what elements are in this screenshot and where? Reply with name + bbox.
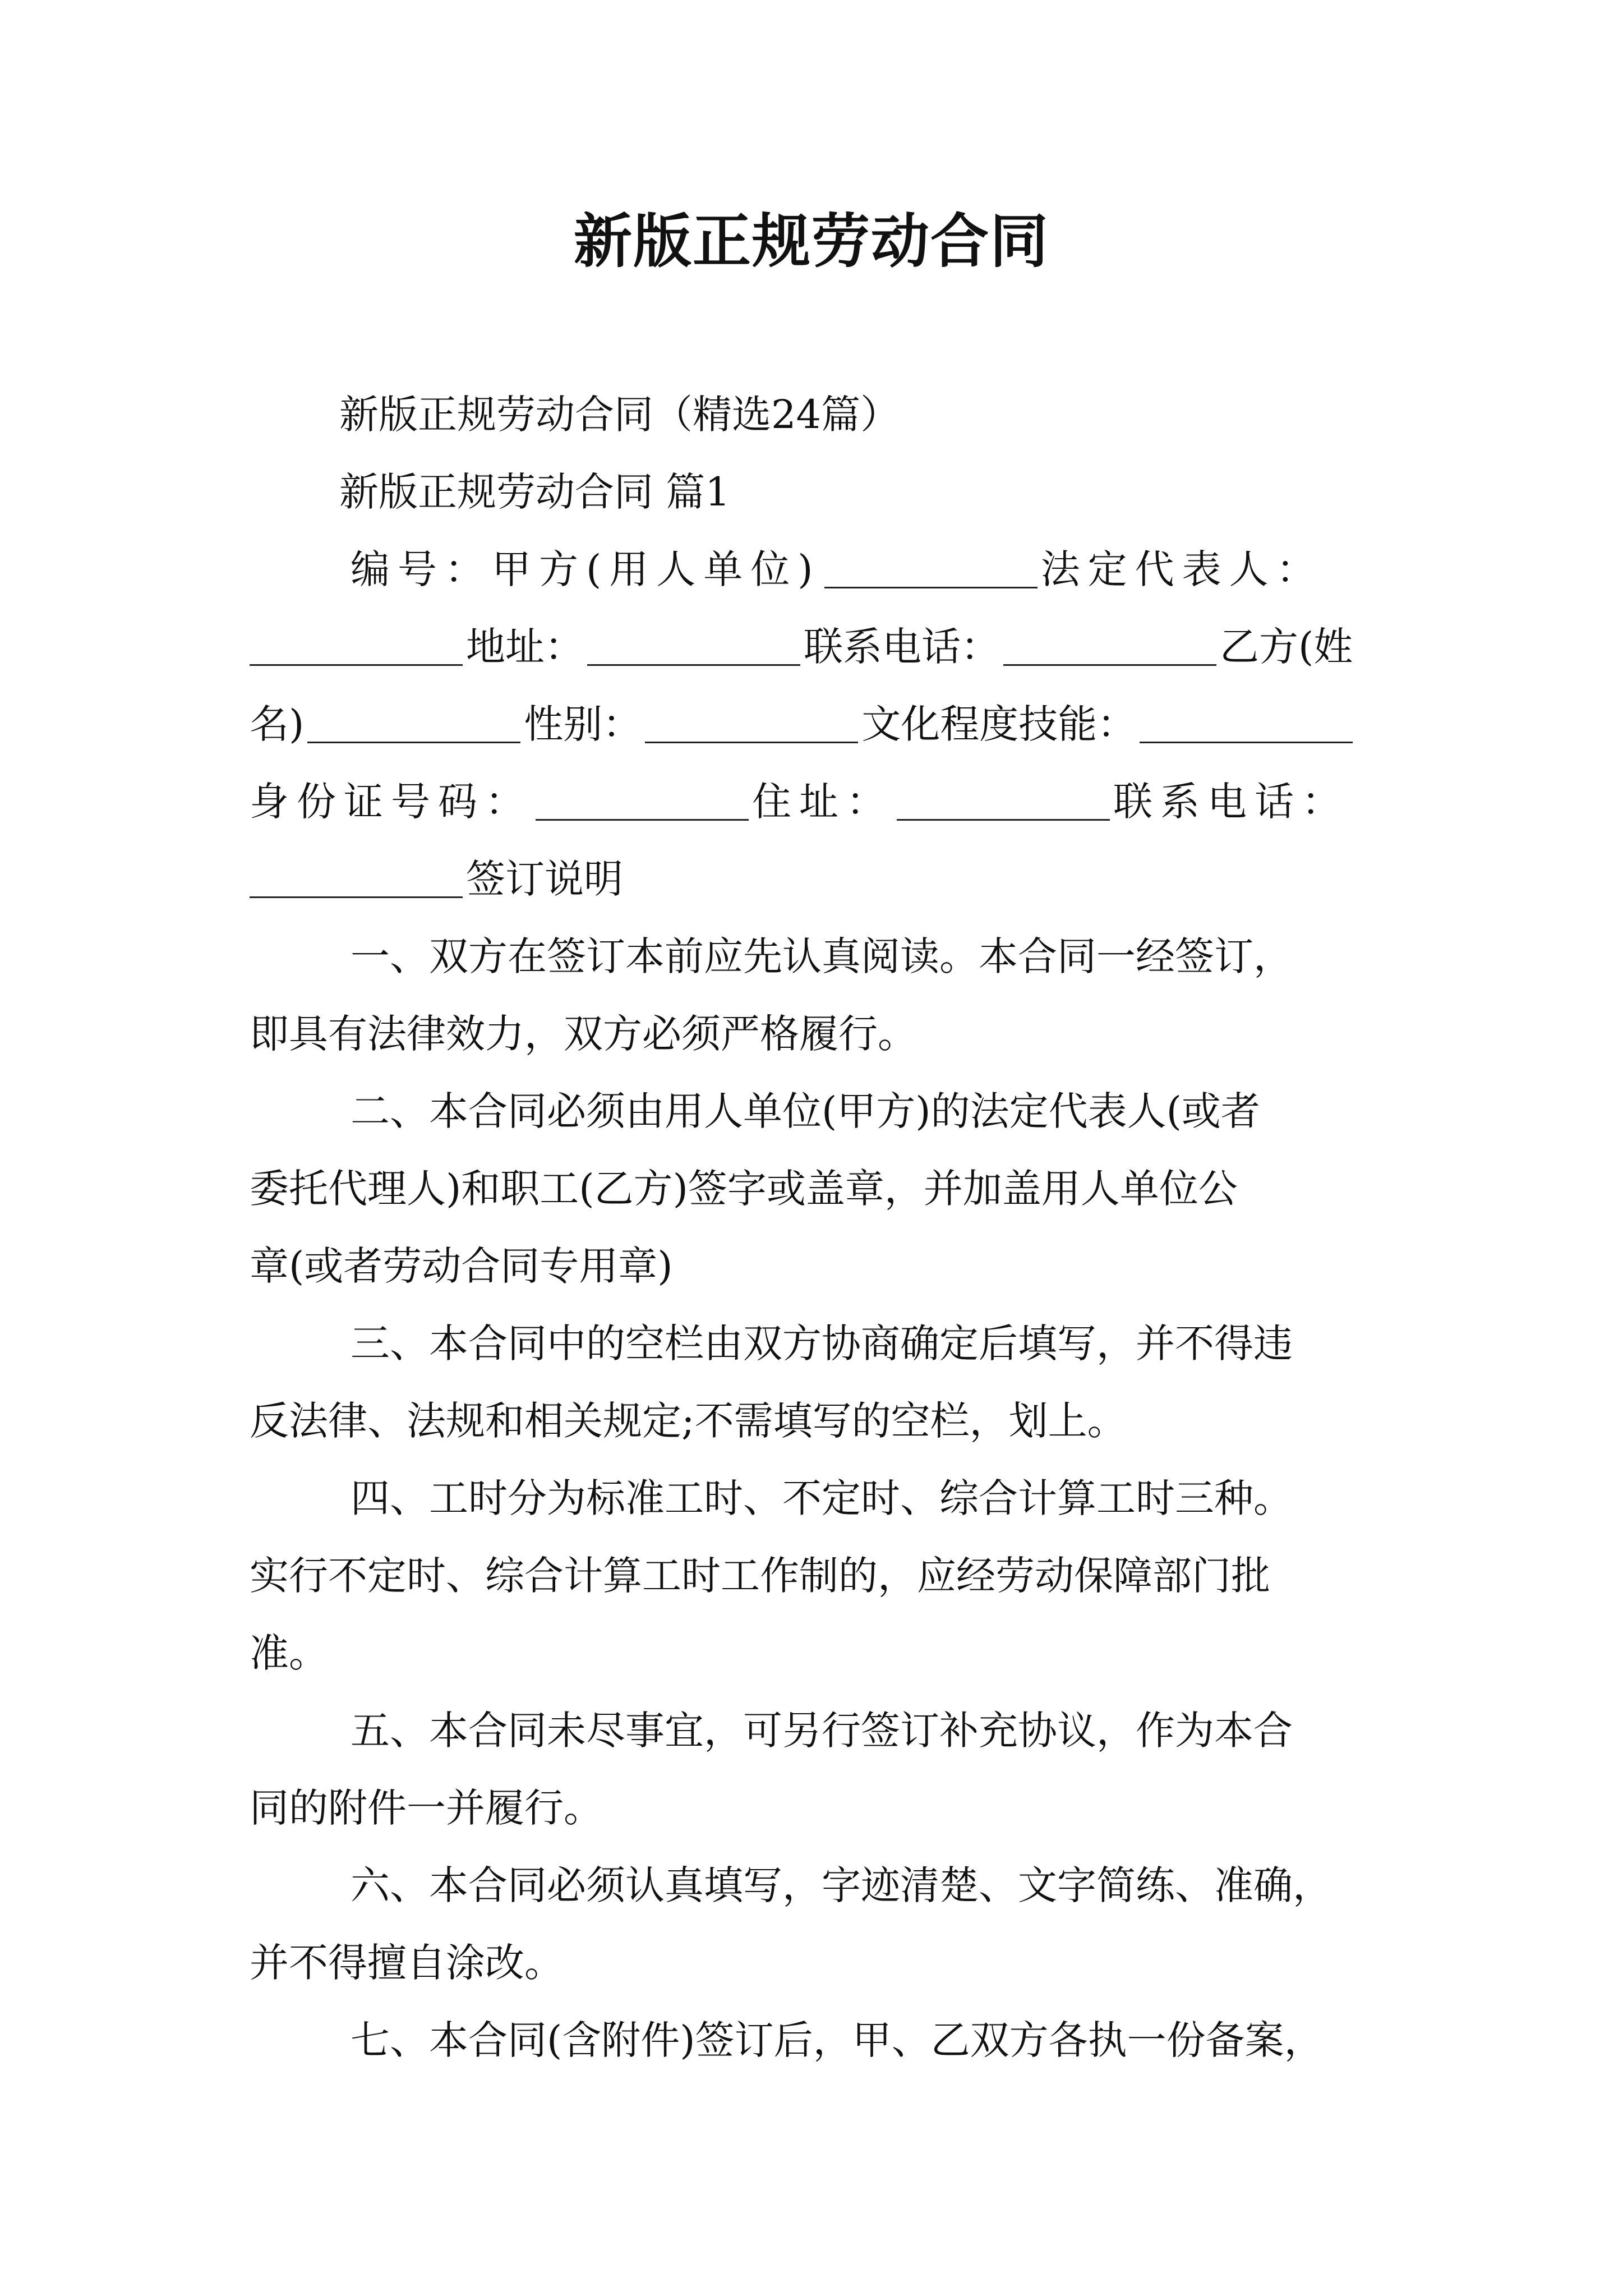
paragraph-6-line-1: 六、本合同必须认真填写，字迹清楚、文字简练、准确， bbox=[351, 1862, 1332, 1908]
residence-label: 住址： bbox=[752, 779, 893, 825]
phone-label-2: 联系电话： bbox=[1113, 779, 1349, 825]
education-field[interactable] bbox=[1140, 701, 1353, 743]
serial-label: 编号： bbox=[351, 546, 492, 592]
id-field[interactable] bbox=[536, 779, 749, 821]
paragraph-2-line-2: 委托代理人)和职工(乙方)签字或盖章，并加盖用人单位公 bbox=[250, 1166, 1238, 1212]
party-a-label: 甲方(用人单位) bbox=[492, 546, 821, 592]
paragraph-2-line-3: 章(或者劳动合同专用章) bbox=[250, 1243, 673, 1289]
party-b-label-part2: 名) bbox=[250, 701, 305, 747]
residence-field[interactable] bbox=[897, 779, 1110, 821]
phone-field-2[interactable] bbox=[250, 856, 463, 898]
paragraph-3-line-1: 三、本合同中的空栏由双方协商确定后填写，并不得违 bbox=[351, 1320, 1293, 1366]
section-heading: 新版正规劳动合同 篇1 bbox=[339, 469, 730, 515]
form-line-5 bbox=[250, 840, 1382, 918]
form-line-4 bbox=[250, 763, 1382, 840]
party-b-label-part1: 乙方(姓 bbox=[1220, 624, 1353, 670]
education-label: 文化程度技能： bbox=[861, 701, 1137, 747]
phone-field[interactable] bbox=[1003, 624, 1216, 666]
paragraph-4-line-1: 四、工时分为标准工时、不定时、综合计算工时三种。 bbox=[351, 1475, 1293, 1521]
party-a-field[interactable] bbox=[824, 546, 1038, 588]
legal-rep-field[interactable] bbox=[250, 624, 463, 666]
phone-label: 联系电话： bbox=[804, 624, 1000, 670]
paragraph-7-line-1: 七、本合同(含附件)签订后，甲、乙双方各执一份备案， bbox=[351, 2017, 1324, 2063]
party-b-name-field[interactable] bbox=[307, 701, 520, 743]
address-field[interactable] bbox=[587, 624, 800, 666]
legal-rep-label: 法定代表人： bbox=[1040, 546, 1324, 592]
subtitle: 新版正规劳动合同（精选24篇） bbox=[339, 392, 900, 438]
form-line-3 bbox=[250, 685, 1382, 763]
paragraph-5-line-2: 同的附件一并履行。 bbox=[250, 1785, 603, 1831]
paragraph-4-line-3: 准。 bbox=[250, 1630, 328, 1676]
form-line-1 bbox=[250, 531, 1382, 608]
document-body bbox=[250, 376, 1382, 2079]
paragraph-2-line-1: 二、本合同必须由用人单位(甲方)的法定代表人(或者 bbox=[351, 1088, 1260, 1134]
paragraph-5-line-1: 五、本合同未尽事宜，可另行签订补充协议，作为本合 bbox=[351, 1708, 1293, 1754]
signing-notes-label: 签订说明 bbox=[466, 856, 623, 902]
paragraph-6-line-2: 并不得擅自涂改。 bbox=[250, 1940, 564, 1986]
address-label: 地址： bbox=[466, 624, 584, 670]
form-line-2 bbox=[250, 608, 1382, 685]
paragraph-4-line-2: 实行不定时、综合计算工时工作制的，应经劳动保障部门批 bbox=[250, 1553, 1270, 1599]
paragraph-3-line-2: 反法律、法规和相关规定;不需填写的空栏，划上。 bbox=[250, 1398, 1127, 1444]
paragraph-1-line-1: 一、双方在签订本前应先认真阅读。本合同一经签订， bbox=[351, 933, 1293, 979]
gender-label: 性别： bbox=[524, 701, 642, 747]
document-title: 新版正规劳动合同 bbox=[573, 206, 1049, 275]
id-label: 身份证号码： bbox=[250, 779, 532, 825]
gender-field[interactable] bbox=[645, 701, 858, 743]
paragraph-1-line-2: 即具有法律效力，双方必须严格履行。 bbox=[250, 1011, 917, 1057]
